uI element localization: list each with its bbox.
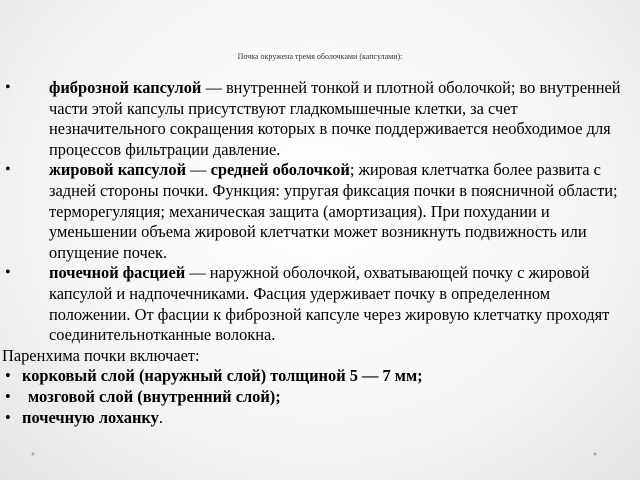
term-fat-capsule: жировой капсулой bbox=[49, 160, 187, 180]
previous-slide-icon[interactable]: • bbox=[30, 450, 36, 461]
bullet-icon: • bbox=[5, 264, 11, 282]
bullet-icon: • bbox=[5, 161, 11, 179]
description-fat-capsule: ; жировая клетчатка более развита с задней стороны почки. Функция: упругая фиксация почки в поясничной области; терморегуляция; механическая защита (амортизация). При похудании и уменьшении объема жировой клетчатки может возникнуть подвижность или опущение почек. bbox=[49, 160, 618, 262]
term-pelvis: почечную лоханку bbox=[22, 407, 159, 427]
parenchyma-intro: Паренхима почки включает: bbox=[2, 345, 200, 365]
bullet-icon: • bbox=[5, 366, 11, 386]
list-item-medulla bbox=[2, 387, 632, 408]
next-slide-icon[interactable]: • bbox=[592, 450, 598, 461]
term-medulla: мозговой слой (внутренний слой); bbox=[28, 386, 281, 406]
term-fibrous-capsule: фиброзной капсулой bbox=[49, 78, 202, 97]
list-item-fibrous-capsule bbox=[2, 78, 632, 160]
description-renal-fascia: — наружной оболочкой, охватывающей почку с жировой капсулой и надпочечниками. Фасция удерживает почку в определенном положении. От фасции к фиброзной капсуле через жировую клетчатку проходят соединительнотканные волокна. bbox=[49, 263, 610, 345]
slide-body bbox=[2, 78, 632, 428]
list-item-fat-capsule bbox=[2, 160, 632, 263]
term-middle-layer: средней оболочкой bbox=[210, 160, 350, 180]
description-fibrous-capsule: — внутренней тонкой и плотной оболочкой; во внутренней части этой капсулы присутствуют гладкомышечные клетки, за счет незначительного сокращения которых в почке поддерживается необходимое для процессов фильтрации давление. bbox=[49, 78, 621, 159]
term-renal-fascia: почечной фасцией bbox=[49, 263, 186, 283]
bullet-icon: • bbox=[5, 79, 11, 96]
separator-dash: — bbox=[186, 160, 211, 180]
bullet-icon: • bbox=[5, 407, 11, 427]
term-cortex: корковый слой (наружный слой) толщиной 5 — 7 мм; bbox=[22, 366, 423, 386]
slide-title: Почка окружена тремя оболочками (капсулами): bbox=[237, 52, 403, 61]
pelvis-period: . bbox=[158, 407, 163, 427]
bullet-icon: • bbox=[5, 386, 11, 406]
list-item-cortex bbox=[2, 366, 632, 387]
list-item-renal-fascia bbox=[2, 263, 632, 345]
list-item-pelvis bbox=[2, 408, 632, 429]
